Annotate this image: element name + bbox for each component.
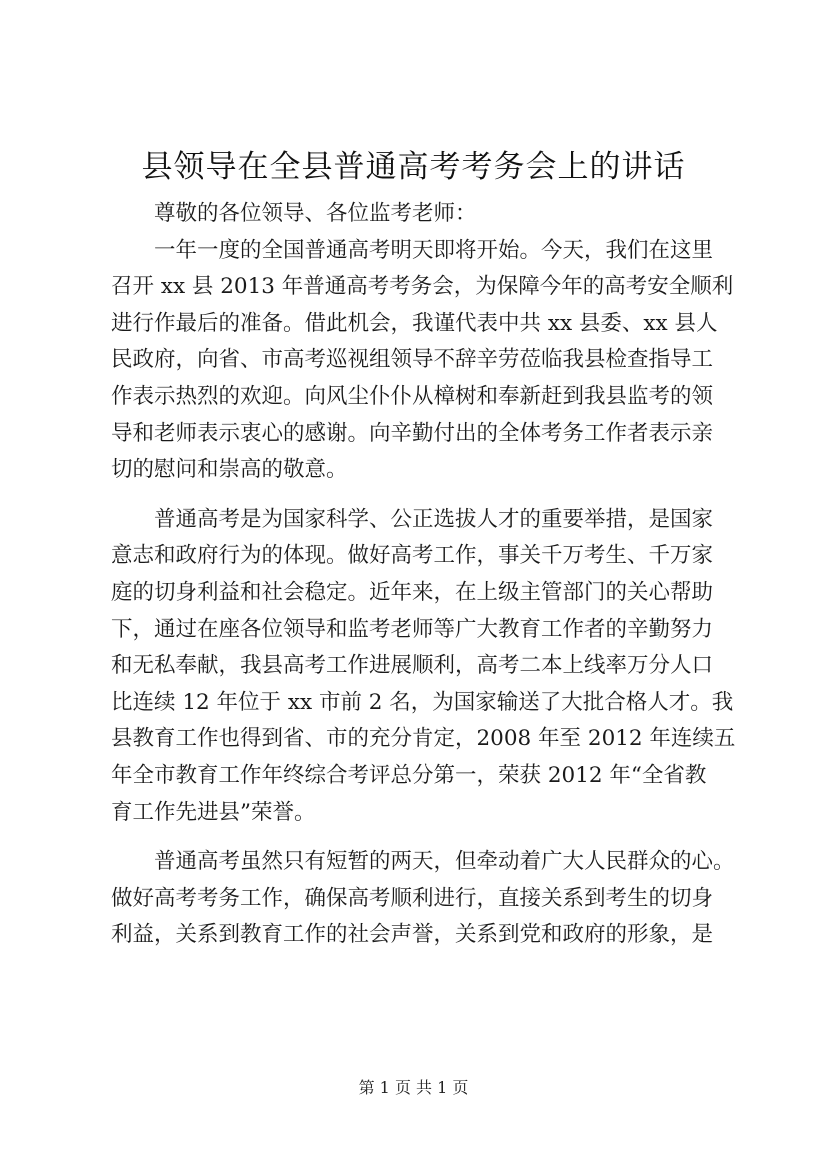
paragraph-spacer: [111, 489, 743, 502]
paragraph-1-line-3: 进行作最后的准备。借此机会，我谨代表中共 xx 县委、xx 县人: [111, 310, 718, 336]
paragraph-2-line-6: 比连续 12 年位于 xx 市前 2 名，为国家输送了大批合格人才。我: [111, 689, 734, 715]
paragraph-2-line-5: 和无私奉献，我县高考工作进展顺利，高考二本上线率万分人口: [111, 653, 714, 679]
paragraph-2-line-8: 年全市教育工作年终综合考评总分第一，荣获 2012 年“全省教: [111, 762, 707, 788]
salutation: 尊敬的各位领导、各位监考老师：: [154, 201, 477, 226]
paragraph-1-line-7: 切的慰问和崇高的敬意。: [111, 457, 348, 483]
paragraph-2-line-9: 育工作先进县”荣誉。: [111, 799, 316, 825]
paragraph-spacer: [111, 831, 743, 844]
document-title: 县领导在全县普通高考考务会上的讲话: [141, 149, 686, 185]
paragraph-3-line-3: 利益，关系到教育工作的社会声誉，关系到党和政府的形象，是: [111, 922, 714, 948]
paragraph-1-line-6: 导和老师表示衷心的感谢。向辛勤付出的全体考务工作者表示亲: [111, 420, 714, 446]
paragraph-1-line-1: 一年一度的全国普通高考明天即将开始。今天，我们在这里: [154, 237, 714, 263]
paragraph-1-line-2: 召开 xx 县 2013 年普通高考考务会，为保障今年的高考安全顺利: [111, 274, 734, 300]
paragraph-1-line-4: 民政府，向省、市高考巡视组领导不辞辛劳莅临我县检查指导工: [111, 347, 714, 373]
paragraph-2-line-3: 庭的切身利益和社会稳定。近年来，在上级主管部门的关心帮助: [111, 579, 714, 605]
paragraph-2-line-2: 意志和政府行为的体现。做好高考工作，事关千万考生、千万家: [111, 543, 714, 569]
document-body: [111, 196, 743, 954]
paragraph-2-line-1: 普通高考是为国家科学、公正选拔人才的重要举措，是国家: [154, 506, 714, 532]
page-footer: 第 1 页 共 1 页: [358, 1078, 469, 1097]
paragraph-2-line-7: 县教育工作也得到省、市的充分肯定，2008 年至 2012 年连续五: [111, 726, 736, 752]
paragraph-2-line-4: 下，通过在座各位领导和监考老师等广大教育工作者的辛勤努力: [111, 616, 714, 642]
paragraph-1-line-5: 作表示热烈的欢迎。向风尘仆仆从樟树和奉新赶到我县监考的领: [111, 383, 714, 409]
paragraph-3-line-1: 普通高考虽然只有短暂的两天，但牵动着广大人民群众的心。: [154, 849, 735, 875]
paragraph-3-line-2: 做好高考考务工作，确保高考顺利进行，直接关系到考生的切身: [111, 885, 714, 911]
